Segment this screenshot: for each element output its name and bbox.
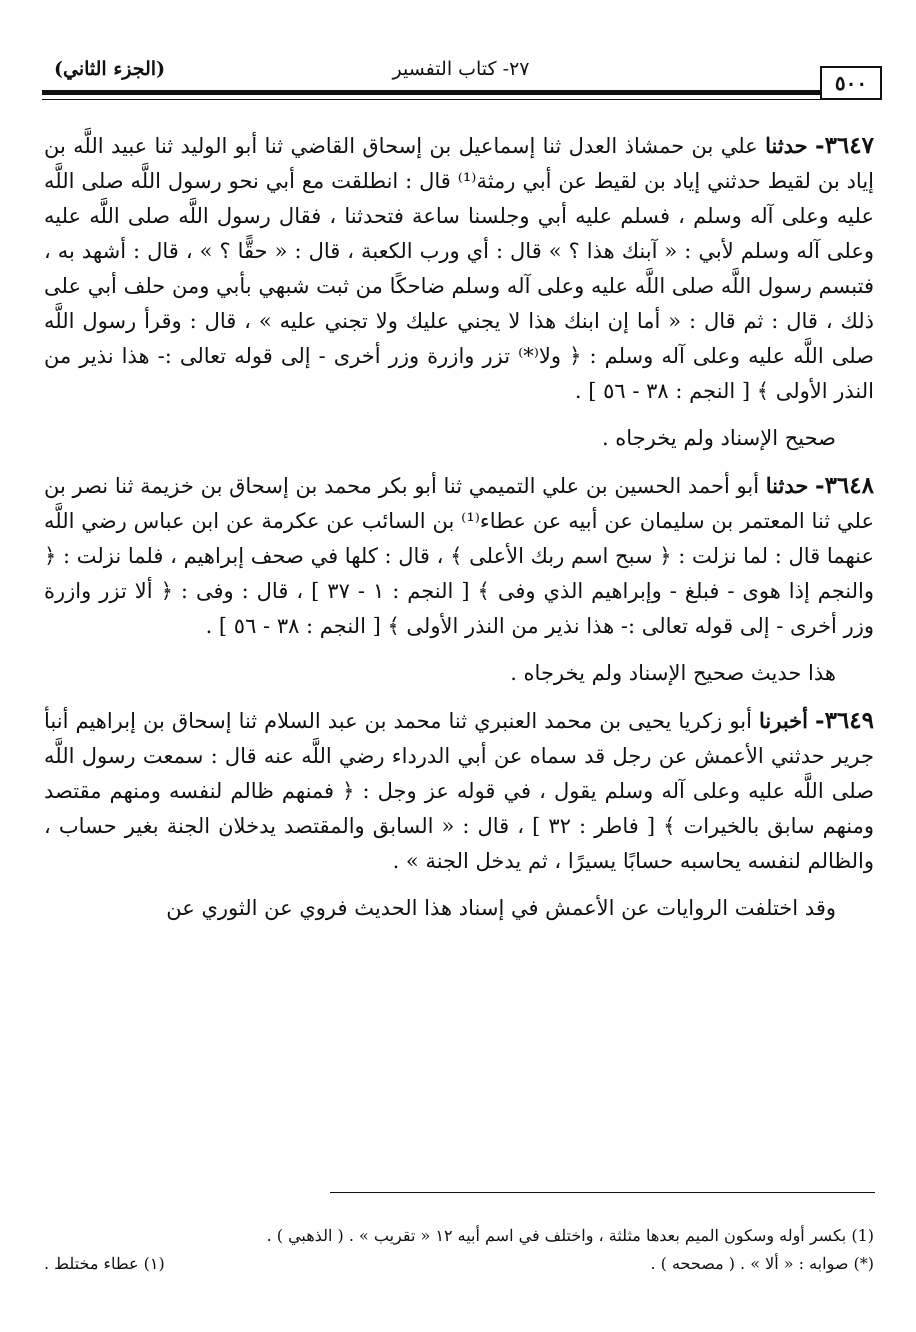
header-rule-thick — [42, 90, 826, 95]
hadith-3648 — [44, 468, 874, 644]
header-rule-thin — [42, 99, 826, 100]
footnotes — [44, 1222, 874, 1278]
footnote-star: (*) صوابه : « ألا » . ( مصححه ) . — [650, 1254, 874, 1273]
hadith-number: ٣٦٤٩- — [815, 707, 874, 734]
page-number: ٥٠٠ — [820, 66, 882, 100]
hadith-text: علي بن حمشاذ العدل ثنا إسماعيل بن إسحاق القاضي ثنا أبو الوليد ثنا عبيد اللَّه بن إياد بن لقيط حدثني إياد بن لقيط عن أبي رمثة⁽¹⁾ قال : انطلقت مع أبي نحو رسول اللَّه صلى اللَّه عليه وعلى آله وسلم ، فسلم عليه أبي وجلسنا ساعة فتحدثنا ، فقال رسول اللَّه صلى اللَّه عليه وعلى آله وسلم لأبي : « آبنك هذا ؟ » قال : أي ورب الكعبة ، قال : « حقًّا ؟ » ، قال : أشهد به ، فتبسم رسول اللَّه صلى اللَّه عليه وعلى آله وسلم ضاحكًا من ثبت شبهي بأبي ومن حلف أبي على ذلك ، قال : ثم قال : « أما إن ابنك هذا لا يجني عليك ولا تجني عليه » ، قال : وقرأ رسول اللَّه صلى اللَّه عليه وعلى آله وسلم : ﴿ ولا⁽*⁾ تزر وازرة وزر أخرى - إلى قوله تعالى :- هذا نذير من النذر الأولى ﴾ [ النجم : ٣٨ - ٥٦ ] . — [44, 134, 874, 403]
hadith-keyword: أخبرنا — [758, 708, 808, 733]
running-header — [40, 52, 882, 95]
hadith-text: أبو زكريا يحيى بن محمد العنبري ثنا محمد بن عبد السلام ثنا إسحاق بن إبراهيم أنبأ جرير حدثني الأعمش عن رجل قد سماه عن أبي الدرداء رضي اللَّه عنه قال : سمعت رسول اللَّه صلى اللَّه عليه وعلى آله وسلم يقول ، في قوله عز وجل : ﴿ فمنهم ظالم لنفسه ومنهم مقتصد ومنهم سابق بالخيرات ﴾ [ فاطر : ٣٢ ] ، قال : « السابق والمقتصد يدخلان الجنة بغير حساب ، والظالم لنفسه يحاسبه حسابًا يسيرًا ، ثم يدخل الجنة » . — [44, 709, 875, 873]
hadith-number: ٣٦٤٧- — [815, 132, 874, 159]
hadith-3647 — [44, 128, 874, 409]
hadith-number: ٣٦٤٨- — [815, 472, 874, 499]
volume-part: (الجزء الثاني) — [54, 58, 166, 80]
footnote-row — [44, 1250, 874, 1278]
footnote-1: (1) بكسر أوله وسكون الميم بعدها مثلثة ، واختلف في اسم أبيه ١٢ « تقريب » . ( الذهبي ) . — [266, 1226, 874, 1245]
book-title: ٢٧- كتاب التفسير — [392, 58, 530, 80]
hadith-keyword: حدثنا — [765, 133, 808, 158]
hadith-text: أبو أحمد الحسين بن علي التميمي ثنا أبو بكر محمد بن إسحاق بن خزيمة ثنا نصر بن علي ثنا المعتمر بن سليمان عن أبيه عن عطاء⁽¹⁾ بن السائب عن عكرمة عن ابن عباس رضي اللَّه عنهما قال : لما نزلت : ﴿ سبح اسم ربك الأعلى ﴾ ، قال : كلها في صحف إبراهيم ، فلما نزلت : ﴿ والنجم إذا هوى - فبلغ - وإبراهيم الذي وفى ﴾ [ النجم : ١ - ٣٧ ] ، قال : وفى : ﴿ ألا تزر وازرة وزر أخرى - إلى قوله تعالى :- هذا نذير من النذر الأولى ﴾ [ النجم : ٣٨ - ٥٦ ] . — [44, 474, 875, 638]
hadith-3649 — [44, 703, 874, 879]
footnote-separator — [330, 1192, 875, 1193]
hadith-verdict: صحيح الإسناد ولم يخرجاه . — [601, 426, 836, 450]
main-text — [44, 128, 874, 938]
hadith-verdict: وقد اختلفت الروايات عن الأعمش في إسناد هذا الحديث فروي عن الثوري عن — [166, 896, 836, 920]
footnote-1b: (١) عطاء مختلط . — [44, 1254, 165, 1273]
hadith-keyword: حدثنا — [765, 473, 809, 498]
hadith-verdict: هذا حديث صحيح الإسناد ولم يخرجاه . — [510, 661, 836, 685]
